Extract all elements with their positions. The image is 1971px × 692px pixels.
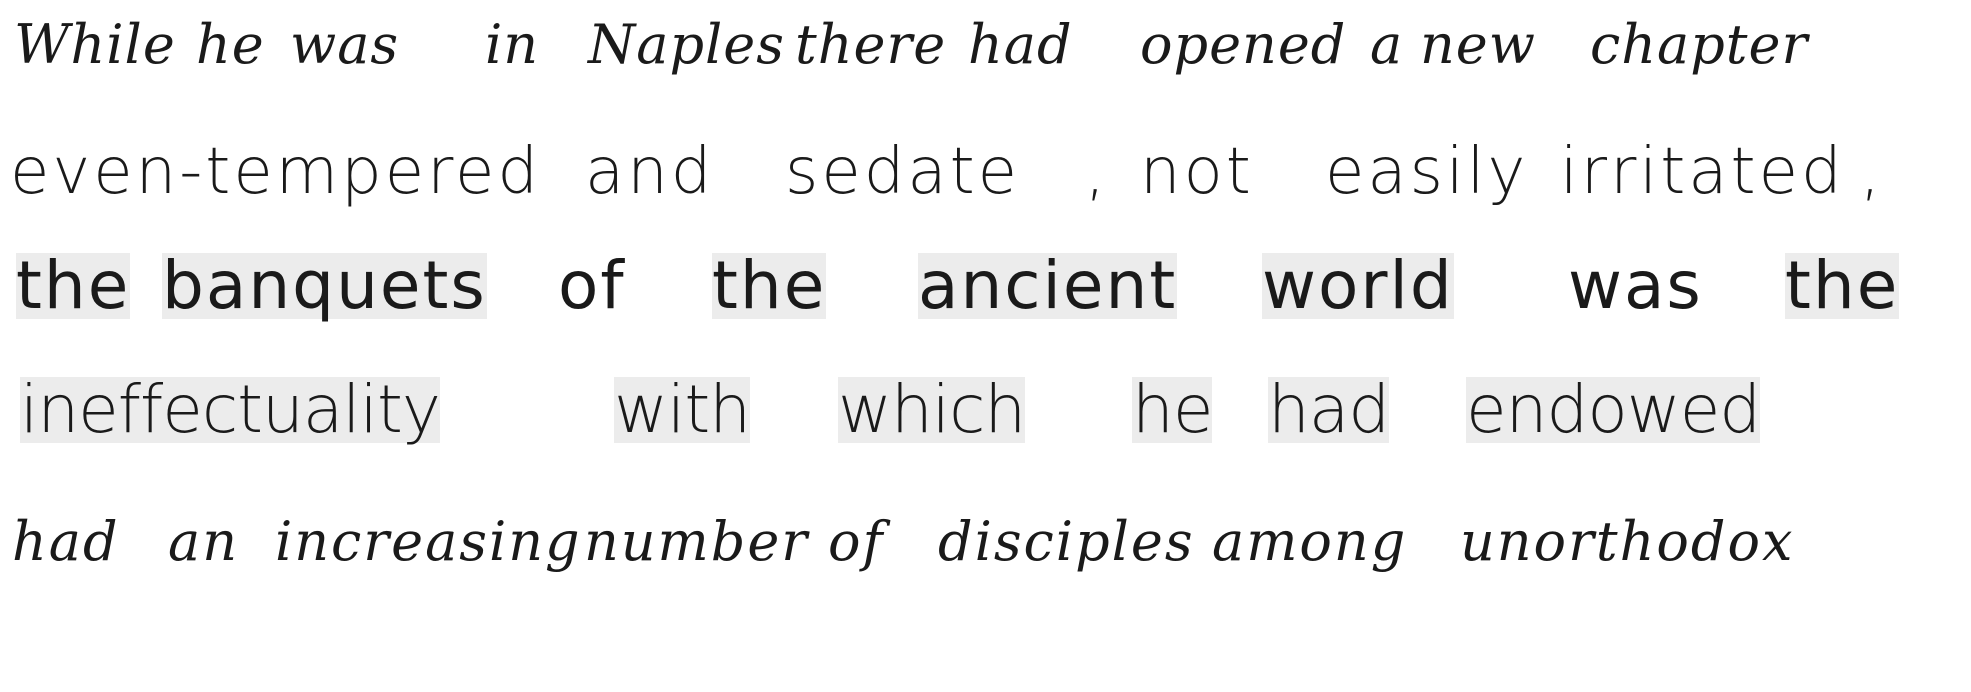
word: irritated [1560, 135, 1845, 209]
word: endowed [1466, 371, 1761, 448]
word: had [968, 13, 1073, 76]
word: , [1860, 135, 1884, 209]
word: number [584, 510, 810, 573]
word: of [558, 247, 626, 324]
word: which [838, 371, 1026, 448]
word: Naples [588, 13, 785, 76]
text-line-1 [0, 0, 1971, 110]
word: had [12, 510, 120, 573]
word: chapter [1590, 13, 1809, 76]
word: sedate [785, 135, 1021, 209]
word: easily [1325, 135, 1529, 209]
word: ineffectuality [20, 371, 440, 448]
text-line-2 [0, 125, 1971, 235]
word: , [1085, 135, 1109, 209]
word: increasing [275, 510, 582, 573]
word: was [290, 13, 400, 76]
word: among [1212, 510, 1408, 573]
word: While [14, 13, 176, 76]
word: an [168, 510, 239, 573]
word: unorthodox [1460, 510, 1795, 573]
word: with [614, 371, 751, 448]
text-line-5 [0, 495, 1971, 605]
word: of [828, 510, 885, 573]
word: the [1785, 247, 1900, 324]
text-line-3 [0, 245, 1971, 355]
text-line-4 [0, 365, 1971, 475]
word: he [1132, 371, 1213, 448]
word: the [712, 247, 827, 324]
word: in [485, 13, 540, 76]
word: disciples [938, 510, 1195, 573]
word: had [1268, 371, 1390, 448]
word: new [1420, 13, 1536, 76]
word: there [795, 13, 947, 76]
word: and [585, 135, 715, 209]
word: was [1568, 247, 1703, 324]
word: not [1140, 135, 1254, 209]
word: opened [1140, 13, 1347, 76]
word: banquets [162, 247, 487, 324]
word: the [16, 247, 131, 324]
word: world [1262, 247, 1454, 324]
word: ancient [918, 247, 1178, 324]
word: a [1370, 13, 1404, 76]
word: he [196, 13, 265, 76]
word: even-tempered [10, 135, 541, 209]
